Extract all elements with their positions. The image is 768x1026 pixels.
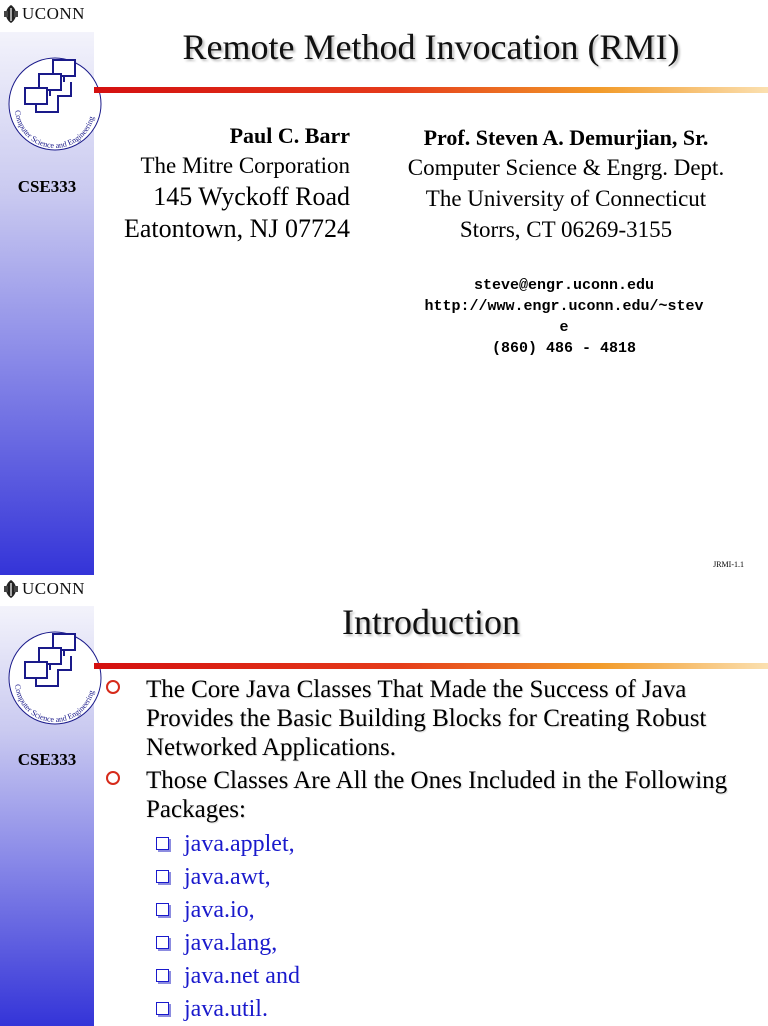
right-author-name: Prof. Steven A. Demurjian, Sr. <box>423 125 709 150</box>
sub-bullet-item <box>104 894 764 927</box>
title-rule <box>94 663 768 669</box>
right-author-dept: Computer Science & Engrg. Dept. <box>407 155 725 180</box>
bullet-item <box>104 766 764 824</box>
right-author-univ: The University of Connecticut <box>425 186 707 211</box>
uconn-seal-icon <box>2 4 20 24</box>
sub-bullet-item <box>104 828 764 861</box>
bullet-list <box>104 675 764 1026</box>
bullet-circle-icon <box>106 680 120 694</box>
logo-ring-text: Computer Science and Engineering <box>13 683 96 725</box>
sidebar <box>0 606 94 1026</box>
slide-title-text: Remote Method Invocation (RMI) <box>182 27 680 67</box>
uconn-seal-icon <box>2 579 20 599</box>
package-name: java.lang, <box>184 930 278 956</box>
sub-bullet-item <box>104 927 764 960</box>
phone-number: (860) 486 - 4818 <box>491 340 637 357</box>
uconn-wordmark: UCONN <box>22 4 85 23</box>
homepage-link-line1[interactable]: http://www.engr.uconn.edu/~stev <box>424 298 704 315</box>
course-label: CSE333 <box>17 177 77 196</box>
left-author-street: 145 Wyckoff Road <box>153 182 350 211</box>
right-author-city: Storrs, CT 06269-3155 <box>459 217 673 242</box>
bullet-square-icon <box>156 903 169 916</box>
package-name: java.awt, <box>184 864 271 890</box>
left-author-city: Eatontown, NJ 07724 <box>123 214 350 243</box>
email-link[interactable]: steve@engr.uconn.edu <box>473 277 655 294</box>
bullet-text: The Core Java Classes That Made the Success of Java Provides the Basic Building Blocks for Creating Robust Networked Applications. <box>146 676 707 761</box>
uconn-header <box>2 2 85 26</box>
left-author-name: Paul C. Barr <box>229 123 350 148</box>
bullet-circle-icon <box>106 771 120 785</box>
logo-ring-text: Computer Science and Engineering <box>13 109 96 151</box>
slide-title-text: Introduction <box>342 602 520 642</box>
slide-number: JRMI-1.1 <box>713 560 744 569</box>
bullet-square-icon <box>156 870 169 883</box>
left-author-block <box>124 122 350 245</box>
right-author-block <box>376 124 756 245</box>
cse-logo-icon <box>3 34 105 162</box>
package-name: java.net and <box>184 963 300 989</box>
package-name: java.util. <box>184 996 268 1022</box>
sidebar <box>0 32 94 575</box>
package-name: java.applet, <box>184 831 295 857</box>
bullet-square-icon <box>156 969 169 982</box>
left-author-org: The Mitre Corporation <box>140 153 350 178</box>
package-name: java.io, <box>184 897 255 923</box>
bullet-item <box>104 675 764 762</box>
slide-introduction <box>0 575 768 1024</box>
bullet-square-icon <box>156 936 169 949</box>
uconn-header <box>2 577 85 601</box>
sub-bullet-item <box>104 861 764 894</box>
uconn-wordmark: UCONN <box>22 579 85 598</box>
bullet-square-icon <box>156 837 169 850</box>
sub-bullet-item <box>104 993 764 1026</box>
bullet-square-icon <box>156 1002 169 1015</box>
title-rule <box>94 87 768 93</box>
homepage-link-line2[interactable]: e <box>559 319 569 336</box>
sub-bullet-item <box>104 960 764 993</box>
bullet-text: Those Classes Are All the Ones Included in the Following Packages: <box>146 767 728 823</box>
course-label: CSE333 <box>17 750 77 769</box>
contact-block <box>380 275 748 359</box>
cse-logo-icon <box>3 608 105 736</box>
